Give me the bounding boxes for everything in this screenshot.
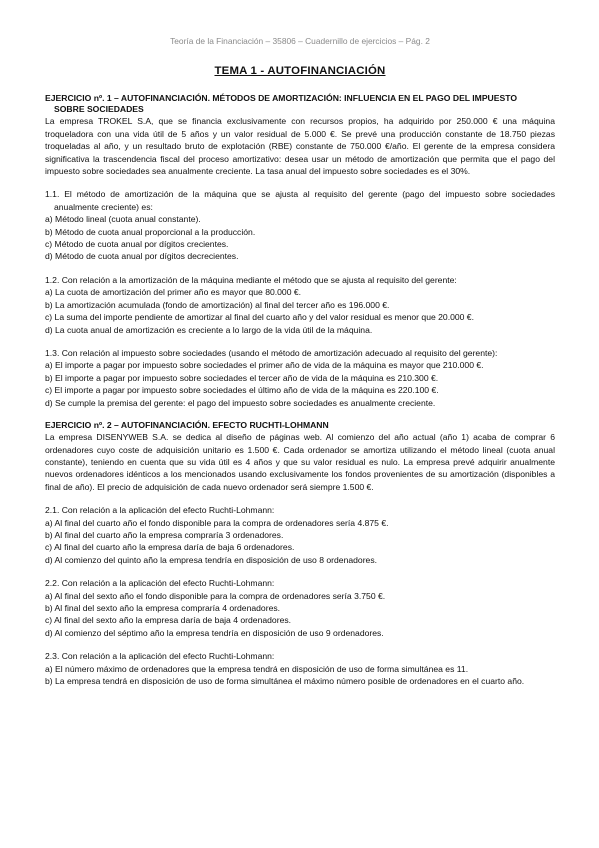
option-d: d) Método de cuota anual por dígitos decrecientes. <box>45 251 239 262</box>
option-b: b) La empresa tendrá en disposición de uso de forma simultánea el máximo número posible de ordenadores en el cuarto año. <box>45 676 525 687</box>
question-2-1-text: 2.1. Con relación a la aplicación del efecto Ruchti-Lohmann: <box>45 505 275 516</box>
option-a: a) La cuota de amortización del primer año es mayor que 80.000 €. <box>45 287 302 298</box>
exercise-1-title <box>45 93 555 115</box>
question-2-2 <box>45 577 555 639</box>
option-c: c) La suma del importe pendiente de amortizar al final del cuarto año y del valor residual es menor que 20.000 €. <box>45 312 474 323</box>
option-b: b) El importe a pagar por impuesto sobre sociedades el tercer año de vida de la máquina es 210.300 €. <box>45 372 439 383</box>
question-1-2-options <box>45 286 555 336</box>
question-2-3 <box>45 650 555 687</box>
option-c: c) Al final del sexto año la empresa daría de baja 4 ordenadores. <box>45 615 292 626</box>
option-c: c) Al final del cuarto año la empresa daría de baja 6 ordenadores. <box>45 542 295 553</box>
exercise-1-title-line2: SOBRE SOCIEDADES <box>54 104 144 115</box>
option-a: a) El importe a pagar por impuesto sobre sociedades el primer año de vida de la máquina es mayor que 210.000 €. <box>45 360 484 371</box>
option-c: c) Método de cuota anual por dígitos crecientes. <box>45 239 229 250</box>
question-1-3-options <box>45 359 555 409</box>
exercise-1 <box>45 93 555 409</box>
option-a: a) Al final del sexto año el fondo disponible para la compra de ordenadores sería 3.750 €. <box>45 590 386 601</box>
option-d: d) Se cumple la premisa del gerente: el pago del impuesto sobre sociedades es anualmente creciente. <box>45 397 436 408</box>
option-b: b) Al final del sexto año la empresa compraría 4 ordenadores. <box>45 603 281 614</box>
question-2-2-text: 2.2. Con relación a la aplicación del efecto Ruchti-Lohmann: <box>45 578 275 589</box>
question-1-2 <box>45 274 555 336</box>
page-header: Teoría de la Financiación – 35806 – Cuadernillo de ejercicios – Pág. 2 <box>170 36 430 46</box>
exercise-2-statement: La empresa DISENYWEB S.A. se dedica al diseño de páginas web. Al comienzo del año actual (año 1) acaba de comprar 6 ordenadores cuyo coste de adquisición unitario es 1.500 €. Cada ordenador se amortiza utilizando el método lineal (cuota anual constante), teniendo en cuenta que su vida útil es 4 años y que su valor residual es nulo. La empresa prevé adquirir anualmente nuevos ordenadores idénticos a los mencionados usando exclusivamente los fondos provenientes de su amortización (disponibles a final de año). El precio de adquisición de cada nuevo ordenador será siempre 1.500 €. <box>45 432 555 492</box>
question-2-1 <box>45 504 555 566</box>
question-1-1 <box>45 188 555 262</box>
question-2-2-options <box>45 590 555 640</box>
question-2-3-options <box>45 663 555 688</box>
exercise-1-title-line1: EJERCICIO nº. 1 – AUTOFINANCIACIÓN. MÉTODOS DE AMORTIZACIÓN: INFLUENCIA EN EL PAGO DEL IMPUESTO <box>45 93 518 103</box>
question-1-1-options <box>45 213 555 263</box>
question-2-3-text: 2.3. Con relación a la aplicación del efecto Ruchti-Lohmann: <box>45 651 275 662</box>
exercise-2-title: EJERCICIO nº. 2 – AUTOFINANCIACIÓN. EFECTO RUCHTI-LOHMANN <box>45 419 329 430</box>
option-a: a) El número máximo de ordenadores que la empresa tendrá en disposición de uso de forma simultánea es 11. <box>45 663 469 674</box>
question-1-1-text: 1.1. El método de amortización de la máquina que se ajusta al requisito del gerente (pago del impuesto sobre sociedades anualmente creciente) es: <box>45 189 555 212</box>
option-b: b) Al final del cuarto año la empresa compraría 3 ordenadores. <box>45 529 284 540</box>
question-1-3-text: 1.3. Con relación al impuesto sobre sociedades (usando el método de amortización adecuado al requisito del gerente): <box>45 347 498 358</box>
exercise-2 <box>45 420 555 688</box>
question-1-2-text: 1.2. Con relación a la amortización de la máquina mediante el método que se ajusta al requisito del gerente: <box>45 274 457 285</box>
question-2-1-options <box>45 517 555 567</box>
question-1-3 <box>45 347 555 409</box>
exercise-1-statement: La empresa TROKEL S.A, que se financia exclusivamente con recursos propios, ha adquirido por 250.000 € una máquina troqueladora con una vida útil de 5 años y un valor residual de 5.000 €. Se prevé una producción constante de 18.750 piezas troqueladas al año, y un resultado bruto de explotación (RBE) constante de 750.000 €/año. El gerente de la empresa considera significativa la trascendencia fiscal del proceso amortizativo: desea usar un método de amortización que permita que el pago del impuesto sobre sociedades sea anualmente creciente. La tasa anual del impuesto sobre sociedades es el 30%. <box>45 116 555 177</box>
option-b: b) Método de cuota anual proporcional a la producción. <box>45 226 256 237</box>
option-d: d) Al comienzo del séptimo año la empresa tendría en disposición de uso 9 ordenadores. <box>45 627 384 638</box>
option-a: a) Método lineal (cuota anual constante). <box>45 214 201 225</box>
option-d: d) La cuota anual de amortización es creciente a lo largo de la vida útil de la máquina. <box>45 324 373 335</box>
option-c: c) El importe a pagar por impuesto sobre sociedades el último año de vida de la máquina es 220.100 €. <box>45 385 439 396</box>
page-title: TEMA 1 - AUTOFINANCIACIÓN <box>214 65 386 77</box>
option-b: b) La amortización acumulada (fondo de amortización) al final del tercer año es 196.000 €. <box>45 299 390 310</box>
option-a: a) Al final del cuarto año el fondo disponible para la compra de ordenadores sería 4.875 €. <box>45 517 389 528</box>
option-d: d) Al comienzo del quinto año la empresa tendría en disposición de uso 8 ordenadores. <box>45 554 378 565</box>
